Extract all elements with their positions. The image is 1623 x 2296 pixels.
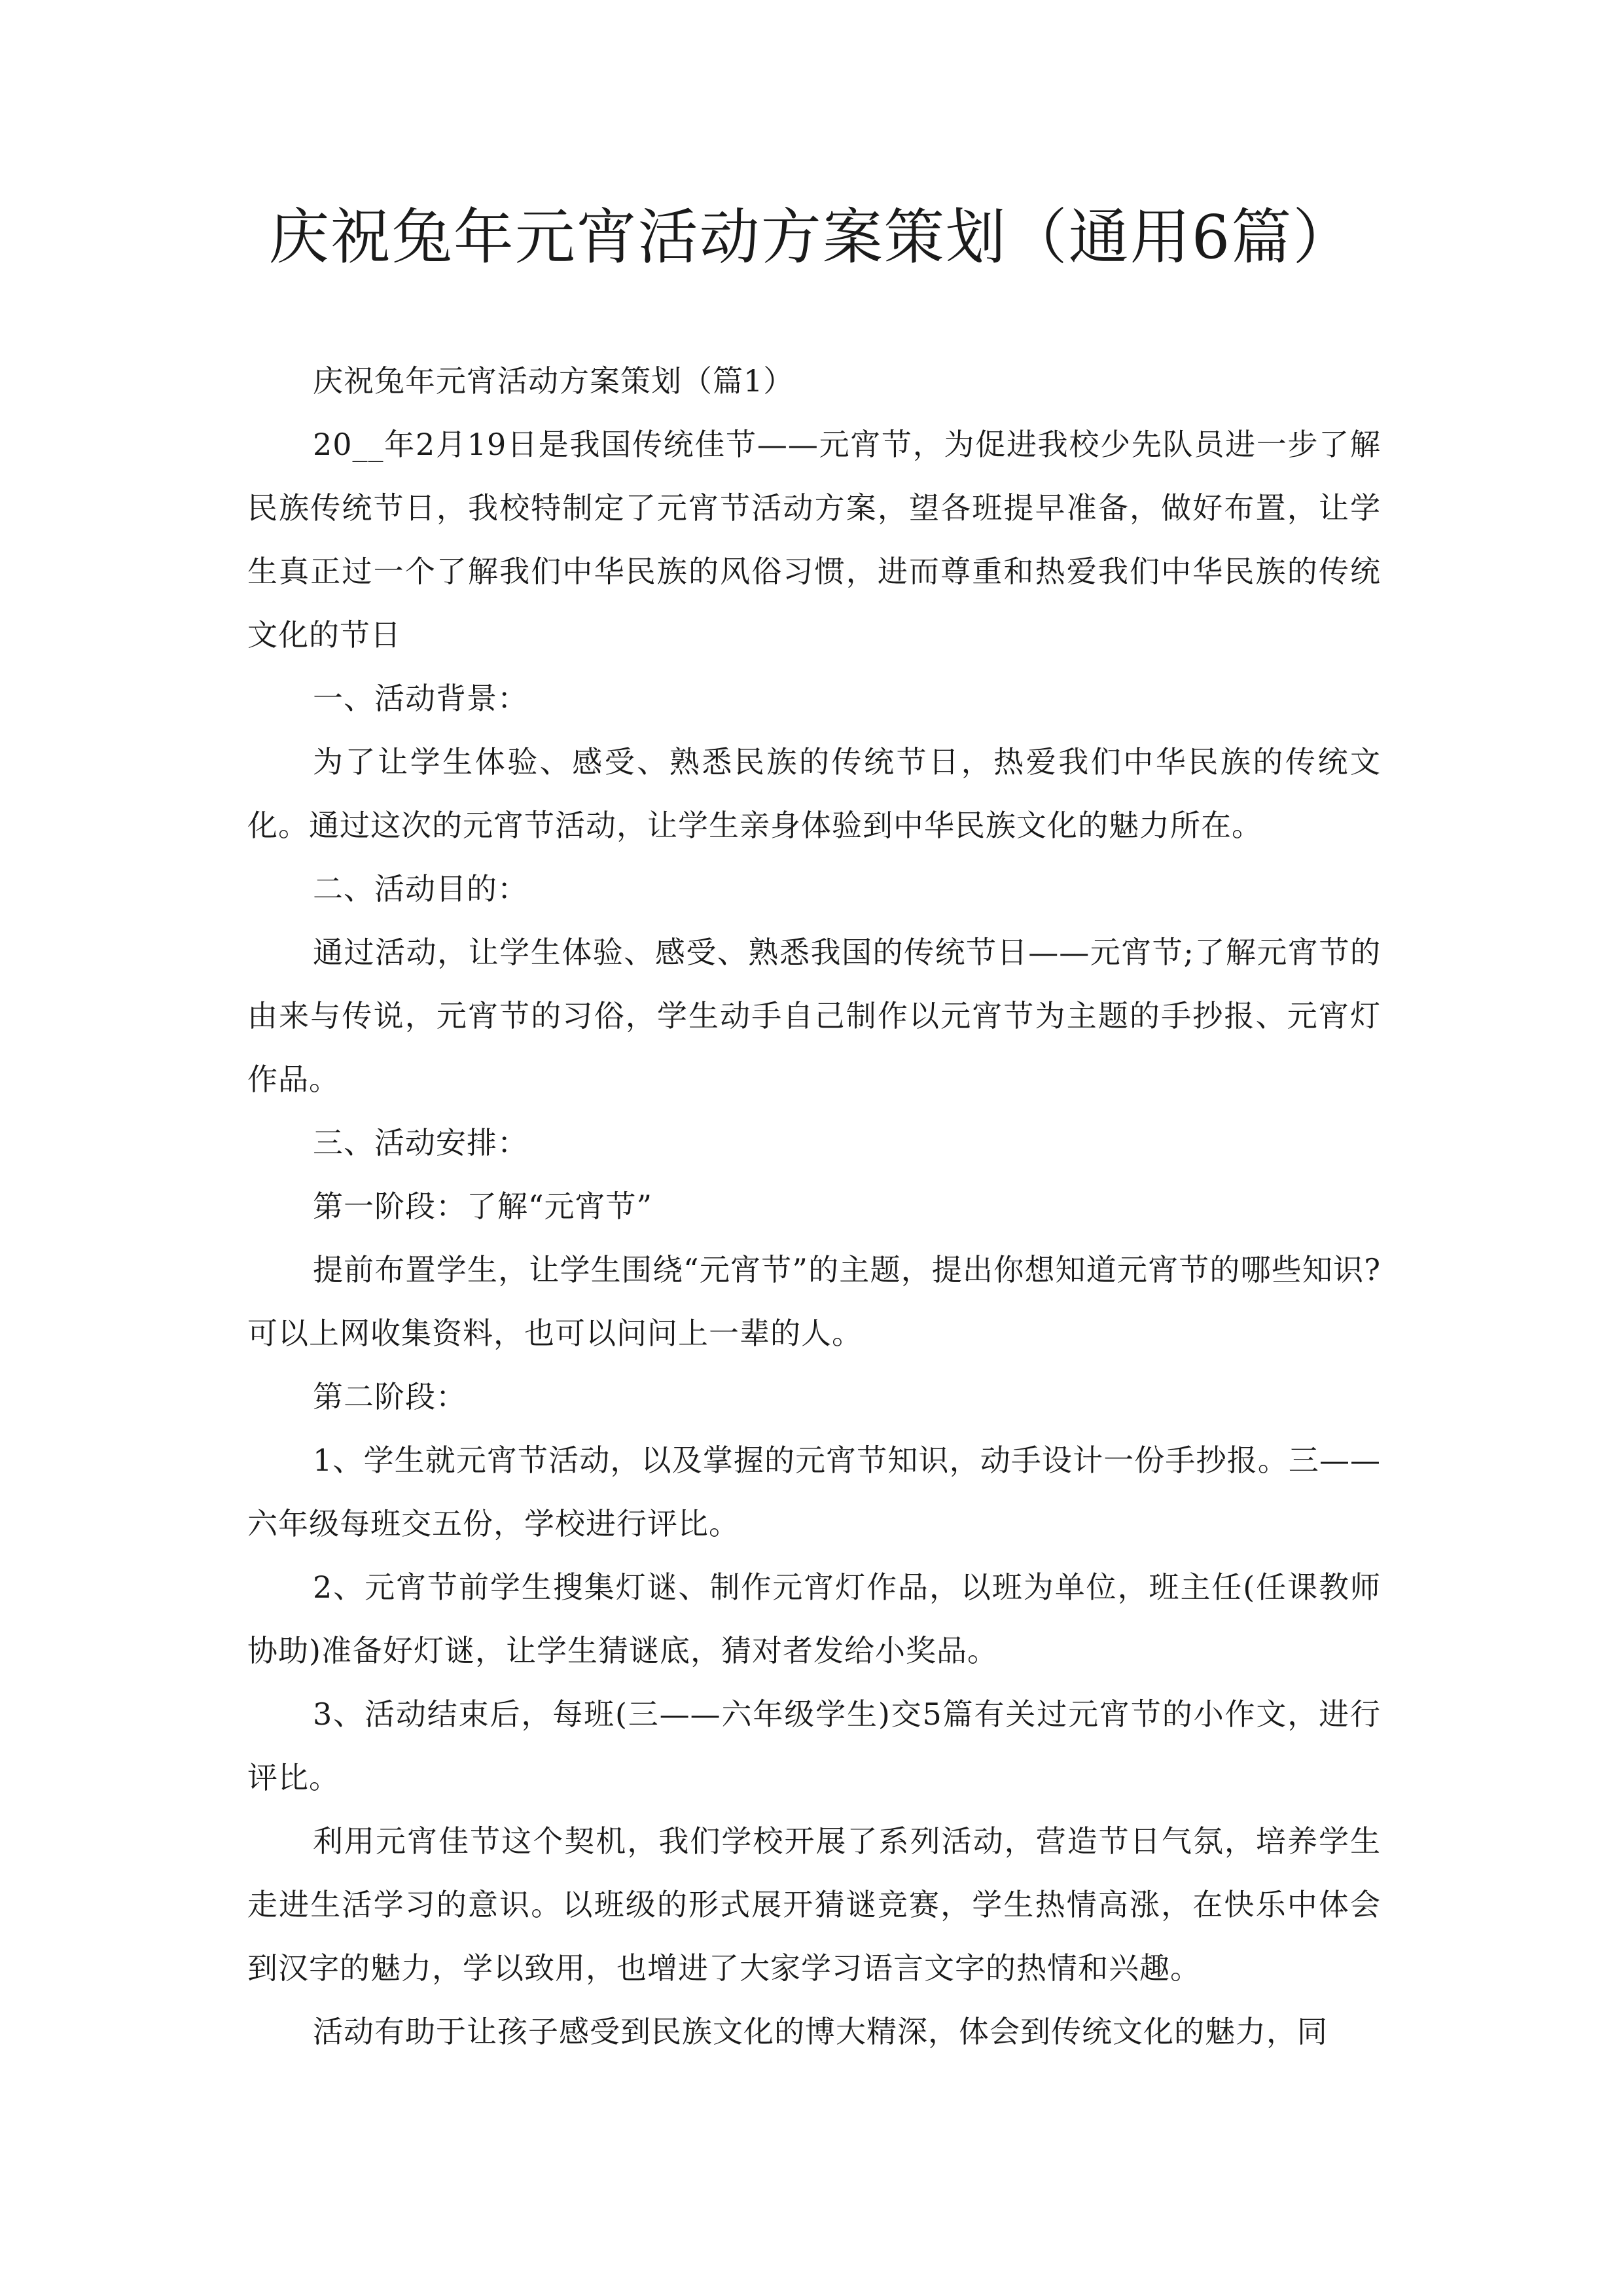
heading-activity-background: 一、活动背景： [313, 681, 528, 716]
list-item-1: 1、学生就元宵节活动，以及掌握的元宵节知识，动手设计一份手抄报。三——六年级每班交五份，学校进行评比。 [247, 1443, 1381, 1541]
paragraph-purpose: 通过活动，让学生体验、感受、熟悉我国的传统节日——元宵节;了解元宵节的由来与传说，元宵节的习俗，学生动手自己制作以元宵节为主题的手抄报、元宵灯作品。 [247, 935, 1381, 1097]
list-item-3: 3、活动结束后，每班(三——六年级学生)交5篇有关过元宵节的小作文，进行评比。 [247, 1696, 1381, 1795]
paragraph-background: 为了让学生体验、感受、熟悉民族的传统节日，热爱我们中华民族的传统文化。通过这次的元宵节活动，让学生亲身体验到中华民族文化的魅力所在。 [247, 744, 1381, 843]
document-title: 庆祝兔年元宵活动方案策划（通用6篇） [268, 202, 1355, 272]
document-body [247, 350, 1381, 2064]
intro-paragraph: 20__年2月19日是我国传统佳节——元宵节，为促进我校少先队员进一步了解民族传统节日，我校特制定了元宵节活动方案，望各班提早准备，做好布置，让学生真正过一个了解我们中华民族的风俗习惯，进而尊重和热爱我们中华民族的传统文化的节日 [247, 427, 1381, 653]
paragraph-closing: 活动有助于让孩子感受到民族文化的博大精深，体会到传统文化的魅力，同 [313, 2014, 1328, 2049]
list-item-2: 2、元宵节前学生搜集灯谜、制作元宵灯作品，以班为单位，班主任(任课教师协助)准备好灯谜，让学生猜谜底，猜对者发给小奖品。 [247, 1570, 1381, 1668]
heading-activity-purpose: 二、活动目的： [313, 871, 528, 906]
heading-stage-one: 第一阶段：了解“元宵节” [313, 1189, 653, 1224]
section-heading-part-1: 庆祝兔年元宵活动方案策划（篇1） [313, 363, 794, 399]
heading-activity-arrangement: 三、活动安排： [313, 1125, 528, 1160]
heading-stage-two: 第二阶段： [313, 1379, 467, 1414]
paragraph-stage-one: 提前布置学生，让学生围绕“元宵节”的主题，提出你想知道元宵节的哪些知识?可以上网收集资料，也可以问问上一辈的人。 [247, 1252, 1381, 1351]
paragraph-summary: 利用元宵佳节这个契机，我们学校开展了系列活动，营造节日气氛，培养学生走进生活学习的意识。以班级的形式展开猜谜竞赛，学生热情高涨，在快乐中体会到汉字的魅力，学以致用，也增进了大家学习语言文字的热情和兴趣。 [247, 1823, 1381, 1986]
